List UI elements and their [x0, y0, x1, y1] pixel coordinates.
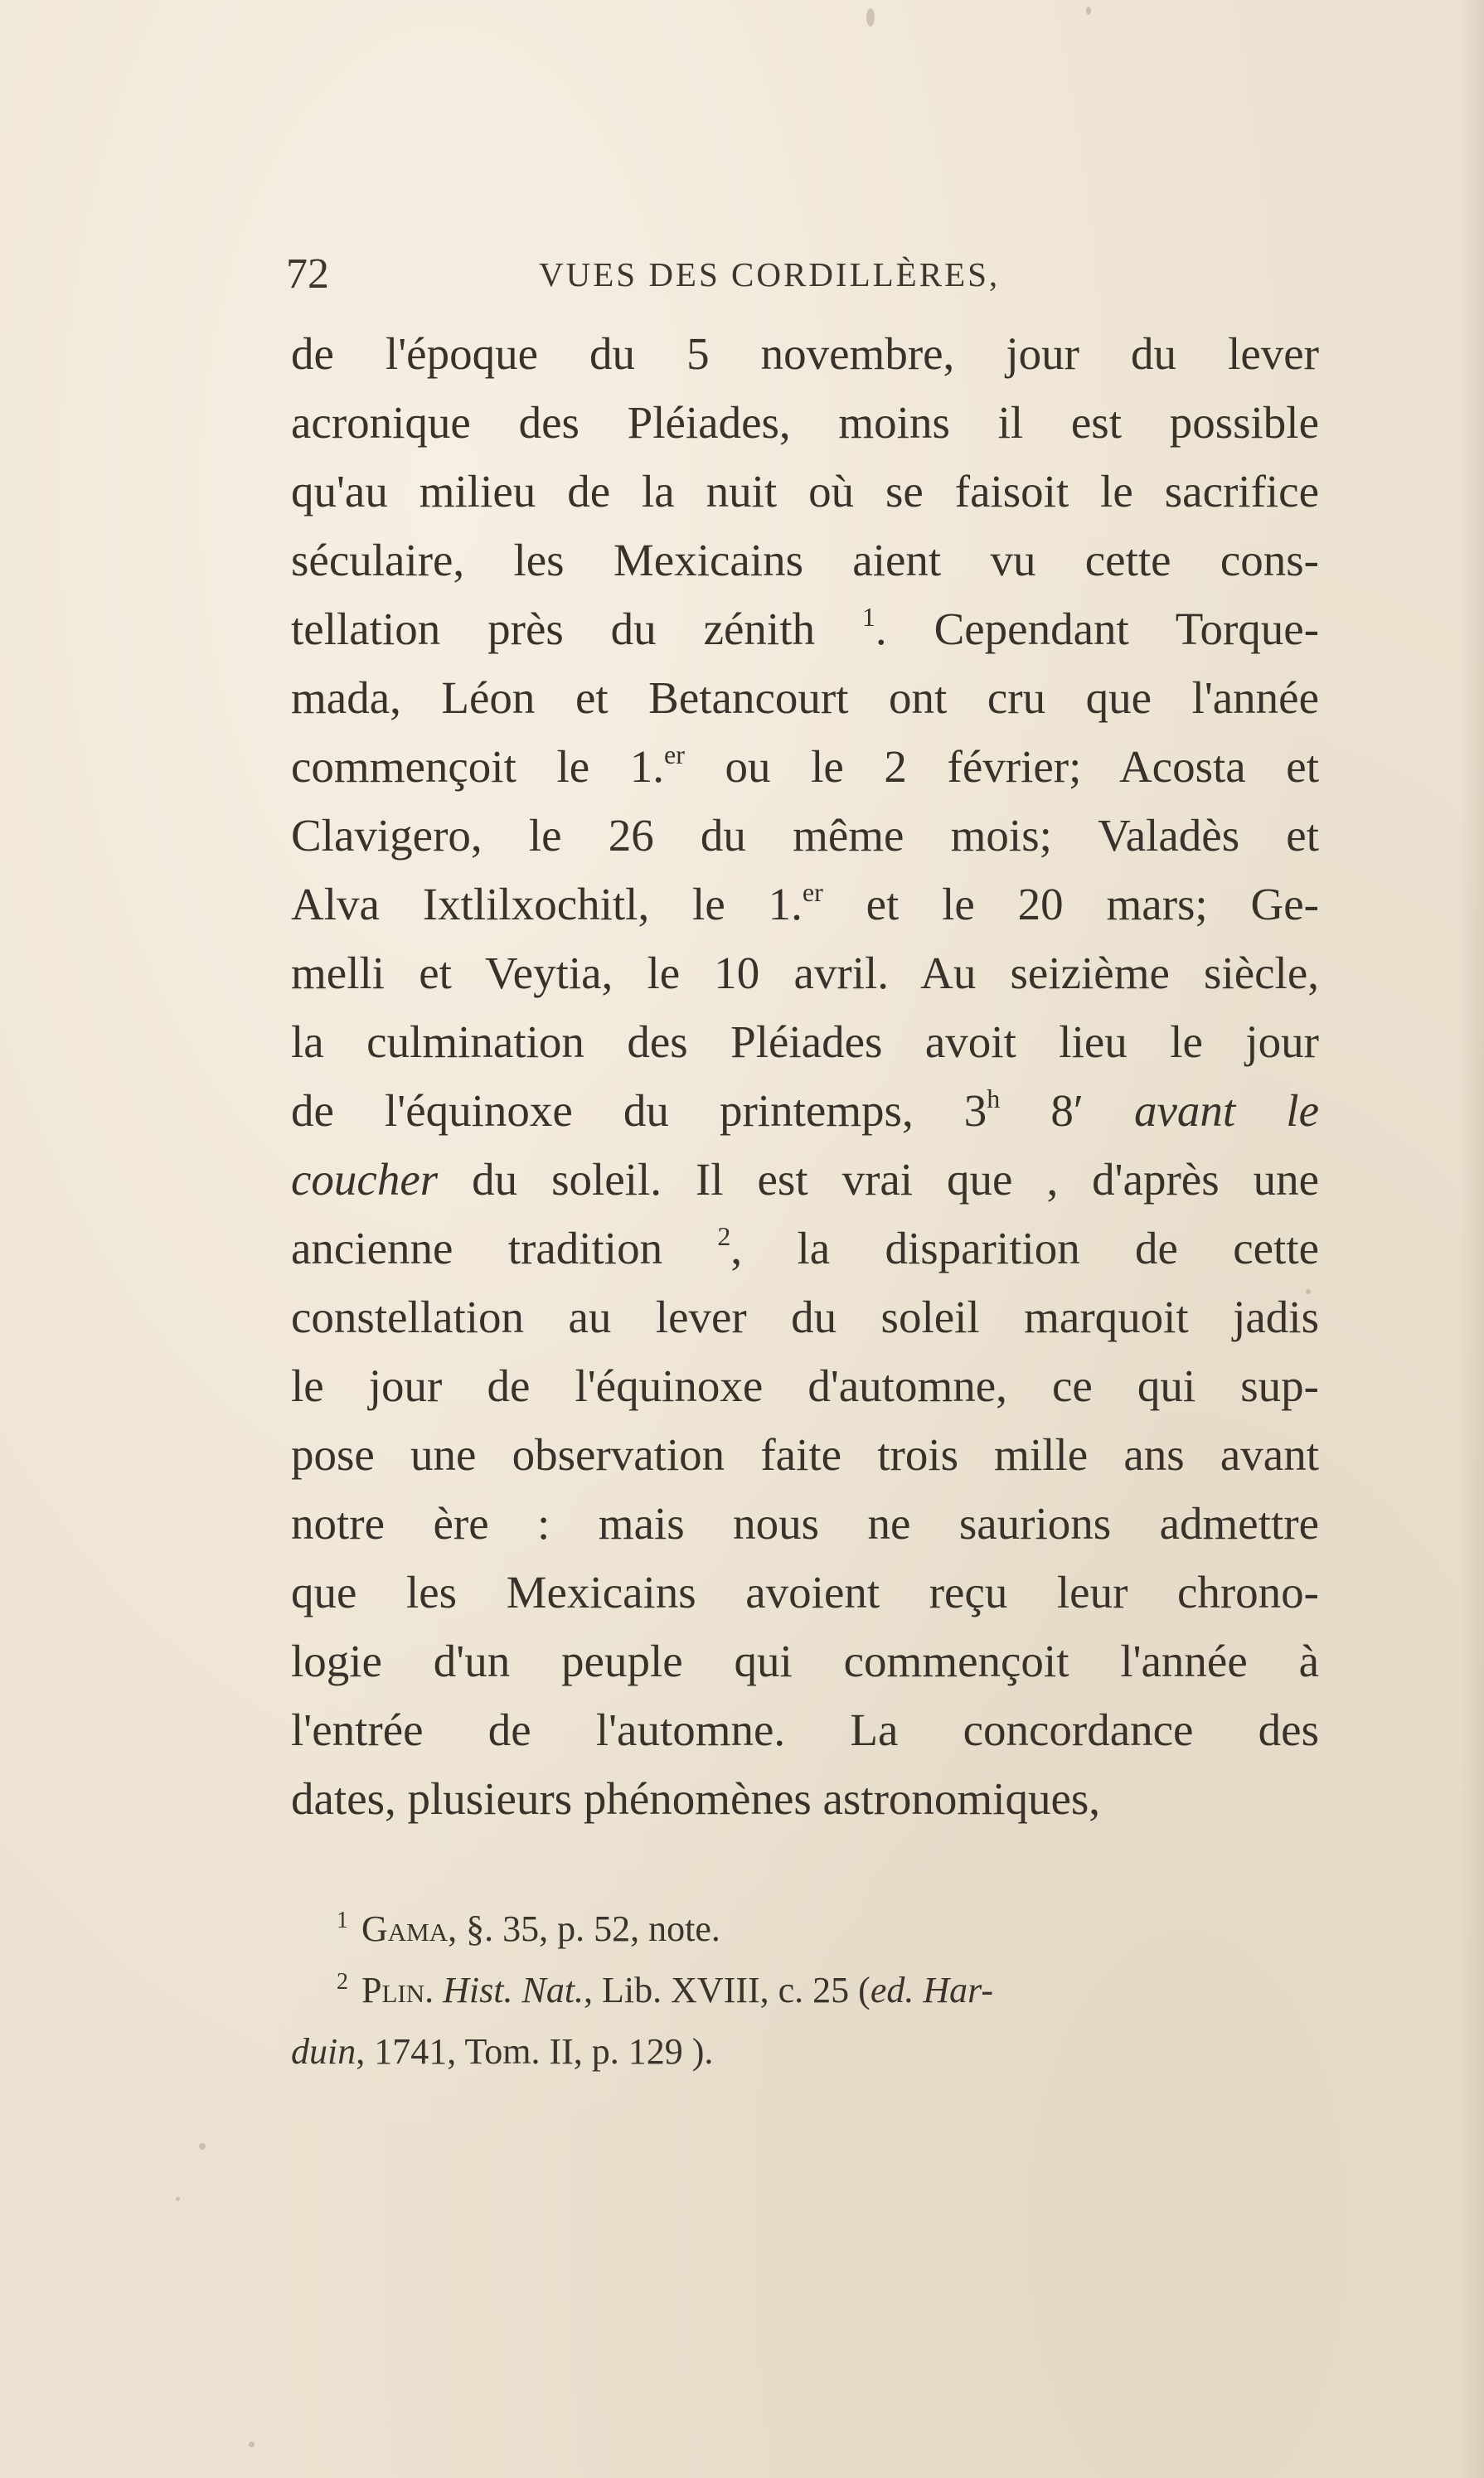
text-line: ancienne tradition $^2$, la disparition de cette: [291, 1221, 1320, 1273]
text-line: melli et Veytia, le 10 avril. Au seizième siècle,: [291, 948, 1319, 998]
text-line: le jour de l'équinoxe d'automne, ce qui sup-: [291, 1360, 1319, 1411]
paper-speck: [249, 2442, 255, 2447]
text-line: de l'équinoxe du printemps, 3$^h$ 8′ avant le: [291, 1084, 1319, 1136]
text-line: pose une observation faite trois mille ans avant: [291, 1429, 1319, 1480]
footnote-ref-1: 1: [861, 602, 875, 632]
text-line: mada, Léon et Betancourt ont cru que l'année: [291, 672, 1319, 723]
running-title: VUES DES CORDILLÈRES,: [539, 255, 1001, 293]
footnote-author: Gama: [361, 1908, 449, 1949]
text-line: que les Mexicains avoient reçu leur chrono-: [291, 1567, 1319, 1617]
text-line: la culmination des Pléiades avoit lieu le jour: [291, 1016, 1319, 1067]
text-line: constellation au lever du soleil marquoit jadis: [291, 1292, 1319, 1342]
text-line: logie d'un peuple qui commençoit l'année à: [291, 1636, 1319, 1686]
text-line: Alva Ixtlilxochitl, le 1.$^{er}$ et le 20 mars; Ge-: [291, 877, 1319, 929]
paper-speck: [866, 8, 875, 27]
paper-speck: [199, 2143, 206, 2150]
text-line: tellation près du zénith $^1$. Cependant Torque-: [291, 602, 1320, 654]
page-edge-shadow: [1459, 0, 1484, 2478]
text-line: Clavigero, le 26 du même mois; Valadès et: [291, 810, 1319, 861]
paper-speck: [176, 2197, 180, 2201]
ordinal-superscript: er: [802, 877, 823, 907]
footnote-author: Plin.: [361, 1970, 434, 2010]
footnote-title: Hist. Nat.: [443, 1970, 584, 2010]
text-line: qu'au milieu de la nuit où se faisoit le sacrifice: [291, 466, 1319, 516]
text-line: séculaire, les Mexicains aient vu cette cons-: [291, 535, 1319, 585]
page-number: 72: [286, 250, 329, 298]
paper-speck: [1086, 7, 1091, 15]
main-text: [291, 319, 1319, 1833]
italic-text: avant le: [1134, 1085, 1319, 1136]
footnote-2-continued: duin, 1741, Tom. II, p. 129 ).: [291, 2031, 714, 2072]
footnote-2: $^2$ Plin. Hist. Nat., Lib. XVIII, c. 25 (ed. Har-: [337, 1969, 994, 2010]
hour-superscript: h: [987, 1084, 1001, 1113]
text-line: l'entrée de l'automne. La concordance des: [291, 1705, 1319, 1755]
text-line: notre ère : mais nous ne saurions admettre: [291, 1498, 1319, 1549]
italic-text: coucher: [291, 1154, 439, 1205]
footnote-mark: 2: [337, 1969, 348, 1995]
footnotes: [291, 1899, 1319, 2083]
footnote-ref-2: 2: [717, 1221, 731, 1251]
page-header: [286, 245, 1314, 311]
text-line: acronique des Pléiades, moins il est possible: [291, 397, 1319, 448]
text-line: de l'époque du 5 novembre, jour du lever: [291, 328, 1319, 379]
ordinal-superscript: er: [664, 740, 685, 769]
text-line: coucher du soleil. Il est vrai que , d'après une: [291, 1154, 1319, 1205]
text-line: commençoit le 1.$^{er}$ ou le 2 février; Acosta et: [291, 740, 1319, 792]
footnote-1: $^1$ Gama, §. 35, p. 52, note.: [337, 1908, 720, 1949]
text-line: dates, plusieurs phénomènes astronomiques,: [291, 1773, 1101, 1824]
footnote-mark: 1: [337, 1908, 348, 1933]
